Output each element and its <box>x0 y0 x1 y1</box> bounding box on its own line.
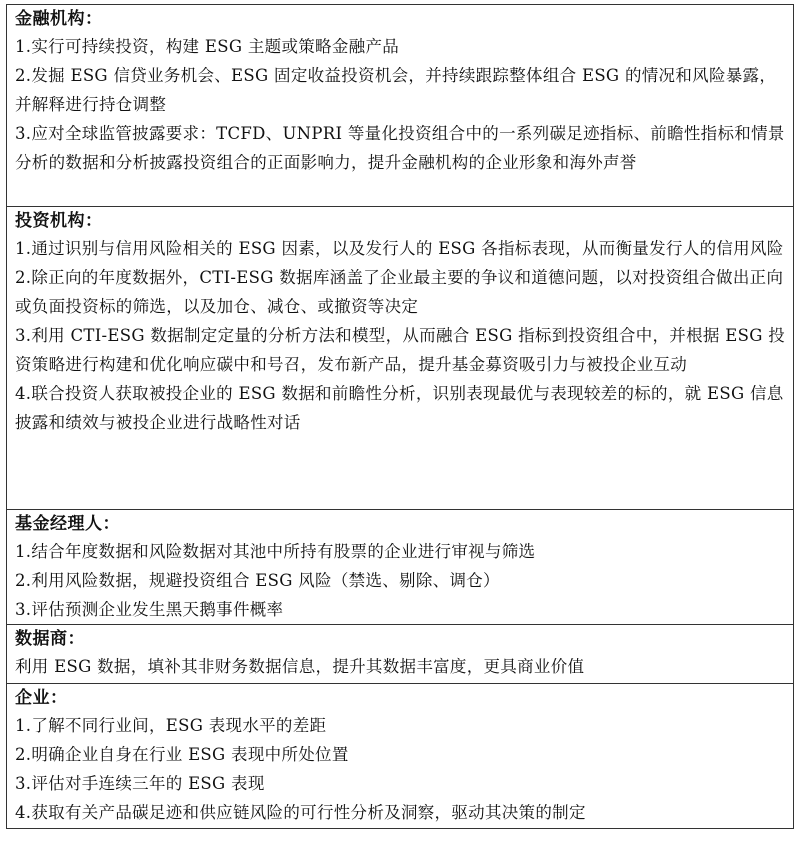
section-item: 3.利用 CTI-ESG 数据制定定量的分析方法和模型，从而融合 ESG 指标到投资组合中，并根据 ESG 投资策略进行构建和优化响应碳中和号召，发布新产品，提升基金募资吸引力与被投企业互动 <box>15 326 786 374</box>
section-item: 2.明确企业自身在行业 ESG 表现中所处位置 <box>15 745 349 764</box>
section-item: 2.利用风险数据，规避投资组合 ESG 风险（禁选、剔除、调仓） <box>15 571 500 590</box>
section-cell <box>7 625 794 684</box>
section-row-financial-institutions <box>7 5 794 207</box>
section-row-investment-institutions <box>7 207 794 510</box>
section-item: 1.通过识别与信用风险相关的 ESG 因素，以及发行人的 ESG 各指标表现，从而衡量发行人的信用风险 <box>15 239 784 258</box>
section-item: 2.发掘 ESG 信贷业务机会、ESG 固定收益投资机会，并持续跟踪整体组合 ESG 的情况和风险暴露，并解释进行持仓调整 <box>15 66 777 114</box>
section-item: 1.结合年度数据和风险数据对其池中所持有股票的企业进行审视与筛选 <box>15 542 536 561</box>
section-cell <box>7 207 794 510</box>
section-title: 数据商： <box>15 629 85 649</box>
section-cell <box>7 5 794 207</box>
section-row-fund-managers <box>7 510 794 625</box>
section-cell <box>7 684 794 829</box>
section-cell <box>7 510 794 625</box>
section-item: 利用 ESG 数据，填补其非财务数据信息，提升其数据丰富度，更具商业价值 <box>15 657 585 676</box>
section-row-enterprises <box>7 684 794 829</box>
section-title: 企业： <box>15 688 68 708</box>
section-item: 3.评估对手连续三年的 ESG 表现 <box>15 774 265 793</box>
esg-stakeholder-table <box>6 4 794 829</box>
section-item: 4.联合投资人获取被投企业的 ESG 数据和前瞻性分析，识别表现最优与表现较差的标的，就 ESG 信息披露和绩效与被投企业进行战略性对话 <box>15 384 784 432</box>
section-item: 3.评估预测企业发生黑天鹅事件概率 <box>15 600 284 619</box>
section-item: 2.除正向的年度数据外，CTI-ESG 数据库涵盖了企业最主要的争议和道德问题，以对投资组合做出正向或负面投资标的筛选，以及加仓、减仓、或撤资等决定 <box>15 268 784 316</box>
section-item: 1.了解不同行业间，ESG 表现水平的差距 <box>15 716 327 735</box>
section-title: 基金经理人： <box>15 514 120 534</box>
section-row-data-vendors <box>7 625 794 684</box>
section-title: 投资机构： <box>15 211 103 231</box>
section-item: 3.应对全球监管披露要求：TCFD、UNPRI 等量化投资组合中的一系列碳足迹指标、前瞻性指标和情景分析的数据和分析披露投资组合的正面影响力，提升金融机构的企业形象和海外声誉 <box>15 124 785 172</box>
section-item: 4.获取有关产品碳足迹和供应链风险的可行性分析及洞察，驱动其决策的制定 <box>15 803 586 822</box>
section-item: 1.实行可持续投资，构建 ESG 主题或策略金融产品 <box>15 37 400 56</box>
section-title: 金融机构： <box>15 9 103 29</box>
